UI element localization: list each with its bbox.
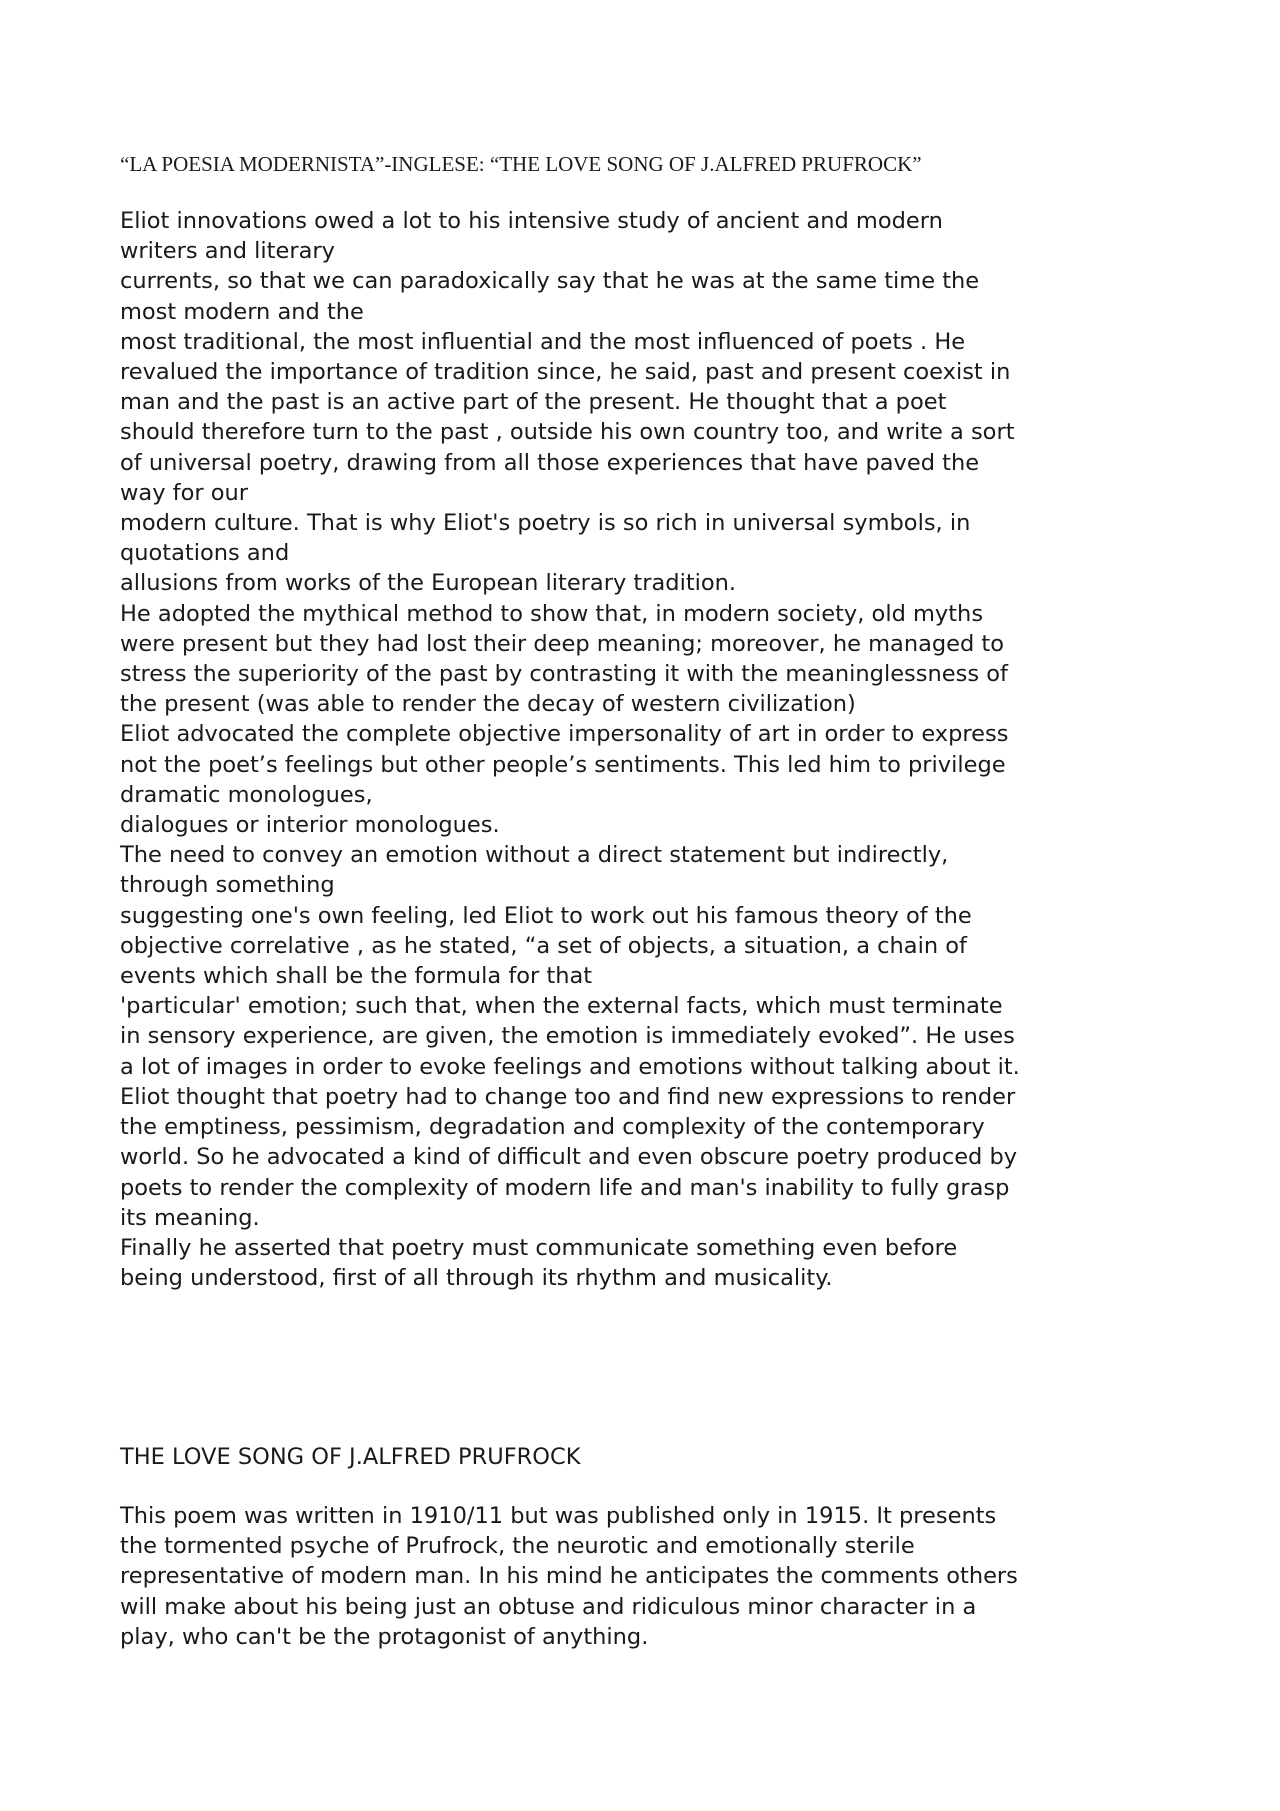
- text-line: events which shall be the formula for that: [120, 963, 593, 990]
- text-line: dialogues or interior monologues.: [120, 812, 500, 839]
- text-line: a lot of images in order to evoke feelings and emotions without talking about it.: [120, 1053, 1020, 1080]
- text-line: dramatic monologues,: [120, 781, 373, 808]
- text-line: being understood, first of all through its rhythm and musicality.: [120, 1265, 833, 1292]
- document-title: “LA POESIA MODERNISTA”-INGLESE: “THE LOVE SONG OF J.ALFRED PRUFROCK”: [120, 152, 922, 176]
- text-line: modern culture. That is why Eliot's poetry is so rich in universal symbols, in: [120, 510, 971, 537]
- text-line: through something: [120, 872, 335, 899]
- text-line: the emptiness, pessimism, degradation and complexity of the contemporary: [120, 1114, 985, 1141]
- text-line: man and the past is an active part of the present. He thought that a poet: [120, 389, 947, 416]
- poem-heading: THE LOVE SONG OF J.ALFRED PRUFROCK: [120, 1444, 581, 1470]
- text-line: of universal poetry, drawing from all those experiences that have paved the: [120, 449, 980, 476]
- text-line: not the poet’s feelings but other people’s sentiments. This led him to privilege: [120, 751, 1006, 778]
- text-line: quotations and: [120, 540, 290, 567]
- text-line: revalued the importance of tradition since, he said, past and present coexist in: [120, 359, 1011, 386]
- text-line: He adopted the mythical method to show that, in modern society, old myths: [120, 600, 984, 627]
- text-line: should therefore turn to the past , outside his own country too, and write a sort: [120, 419, 1015, 446]
- text-line: writers and literary: [120, 238, 335, 265]
- text-line: way for our: [120, 479, 249, 506]
- text-line: Finally he asserted that poetry must communicate something even before: [120, 1234, 958, 1261]
- text-line: representative of modern man. In his mind he anticipates the comments others: [120, 1563, 1018, 1590]
- text-line: suggesting one's own feeling, led Eliot to work out his famous theory of the: [120, 902, 972, 929]
- text-line: the tormented psyche of Prufrock, the neurotic and emotionally sterile: [120, 1533, 915, 1560]
- text-line: the present (was able to render the decay of western civilization): [120, 691, 856, 718]
- text-line: currents, so that we can paradoxically say that he was at the same time the: [120, 268, 980, 295]
- text-line: play, who can't be the protagonist of anything.: [120, 1623, 649, 1650]
- text-line: most modern and the: [120, 298, 364, 325]
- text-line: will make about his being just an obtuse and ridiculous minor character in a: [120, 1593, 977, 1620]
- text-line: The need to convey an emotion without a direct statement but indirectly,: [120, 842, 949, 869]
- text-line: most traditional, the most influential and the most influenced of poets . He: [120, 328, 966, 355]
- text-line: This poem was written in 1910/11 but was published only in 1915. It presents: [120, 1503, 997, 1529]
- text-line: Eliot advocated the complete objective impersonality of art in order to express: [120, 721, 1009, 748]
- text-line: Eliot thought that poetry had to change too and find new expressions to render: [120, 1083, 1016, 1110]
- text-line: world. So he advocated a kind of difficult and even obscure poetry produced by: [120, 1144, 1018, 1171]
- text-line: objective correlative , as he stated, “a set of objects, a situation, a chain of: [120, 932, 967, 959]
- text-line: stress the superiority of the past by contrasting it with the meaninglessness of: [120, 661, 1008, 688]
- text-line: in sensory experience, are given, the emotion is immediately evoked”. He uses: [120, 1023, 1015, 1050]
- text-line: Eliot innovations owed a lot to his intensive study of ancient and modern: [120, 208, 943, 234]
- text-line: its meaning.: [120, 1204, 260, 1231]
- text-line: 'particular' emotion; such that, when the external facts, which must terminate: [120, 993, 1003, 1020]
- poem-intro-body: [120, 1501, 1180, 1652]
- text-line: poets to render the complexity of modern life and man's inability to fully grasp: [120, 1174, 1010, 1201]
- text-line: allusions from works of the European literary tradition.: [120, 570, 737, 597]
- essay-body: [120, 206, 1180, 1293]
- text-line: were present but they had lost their deep meaning; moreover, he managed to: [120, 630, 1005, 657]
